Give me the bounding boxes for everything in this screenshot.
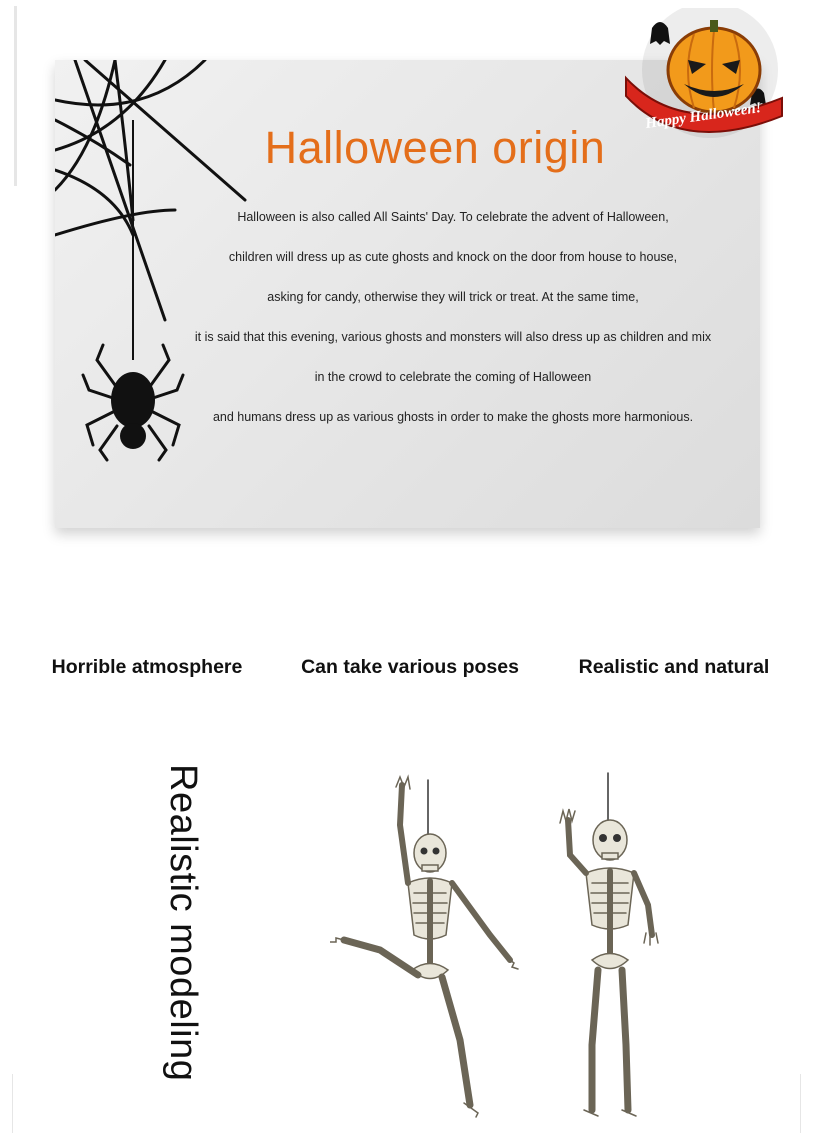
edge-line-bottom-left: [12, 1074, 13, 1133]
badge-text: Happy Halloween!: [644, 99, 763, 133]
happy-halloween-badge: [622, 8, 787, 138]
spider-icon: [83, 345, 183, 460]
skeleton-images: [330, 765, 670, 1130]
skeleton-dancing-icon: [330, 777, 518, 1117]
card-paragraph-line: Halloween is also called All Saints' Day. To celebrate the advent of Halloween,: [237, 210, 669, 224]
card-paragraph-line: in the crowd to celebrate the coming of Halloween: [314, 370, 592, 384]
feature-label-various-poses: Can take various poses: [301, 656, 519, 678]
card-paragraph-line: it is said that this evening, various ghosts and monsters will also dress up as children and mix: [194, 330, 712, 344]
feature-label-realistic-natural: Realistic and natural: [578, 656, 770, 678]
edge-line-top-left: [14, 6, 17, 186]
feature-label-horrible-atmosphere: Horrible atmosphere: [51, 656, 243, 678]
card-paragraph-line: and humans dress up as various ghosts in order to make the ghosts more harmonious.: [212, 410, 694, 424]
card-title: Halloween origin: [264, 122, 606, 173]
vertical-caption: Realistic modeling: [162, 764, 204, 1082]
skeleton-standing-icon: [560, 773, 658, 1116]
edge-line-bottom-right: [800, 1074, 801, 1133]
card-paragraph-line: asking for candy, otherwise they will trick or treat. At the same time,: [267, 290, 639, 304]
card-paragraph-line: children will dress up as cute ghosts and knock on the door from house to house,: [228, 250, 678, 264]
